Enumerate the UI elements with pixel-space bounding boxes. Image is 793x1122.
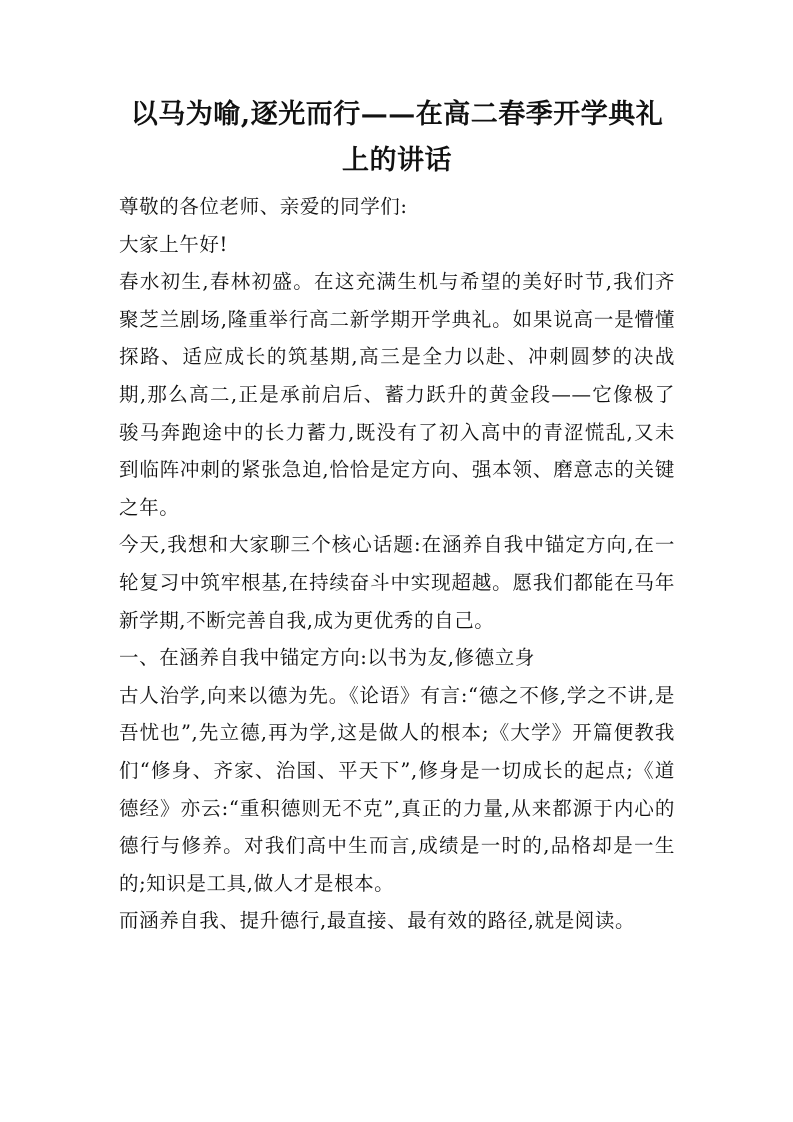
section-heading-one: 一、在涵养自我中锚定方向:以书为友,修德立身	[119, 646, 535, 670]
paragraph-virtue: 古人治学,向来以德为先。《论语》有言:“德之不修,学之不讲,是吾忧也”,先立德,再为学,这是做人的根本;《大学》开篇便教我们“修身、齐家、治国、平天下”,修身是一切成长的起点;《道德经》亦云:“重积德则无不克”,真正的力量,从来都源于内心的德行与修养。对我们高中生而言,成绩是一时的,品格却是一生的;知识是工具,做人才是根本。	[119, 683, 675, 895]
paragraph-intro: 春水初生,春林初盛。在这充满生机与希望的美好时节,我们齐聚芝兰剧场,隆重举行高二新学期开学典礼。如果说高一是懵懂探路、适应成长的筑基期,高三是全力以赴、冲刺圆梦的决战期,那么高二,正是承前启后、蓄力跃升的黄金段——它像极了骏马奔跑途中的长力蓄力,既没有了初入高中的青涩慌乱,又未到临阵冲刺的紧张急迫,恰恰是定方向、强本领、磨意志的关键之年。	[119, 270, 675, 519]
document-title: 以马为喻,逐光而行——在高二春季开学典礼上的讲话	[130, 99, 664, 176]
document-body	[119, 188, 675, 940]
paragraph-reading: 而涵养自我、提升德行,最直接、最有效的路径,就是阅读。	[119, 909, 636, 933]
paragraph-topics: 今天,我想和大家聊三个核心话题:在涵养自我中锚定方向,在一轮复习中筑牢根基,在持续奋斗中实现超越。愿我们都能在马年新学期,不断完善自我,成为更优秀的自己。	[119, 533, 675, 632]
greeting-morning: 大家上午好!	[119, 232, 228, 256]
greeting-salutation: 尊敬的各位老师、亲爱的同学们:	[119, 195, 408, 218]
